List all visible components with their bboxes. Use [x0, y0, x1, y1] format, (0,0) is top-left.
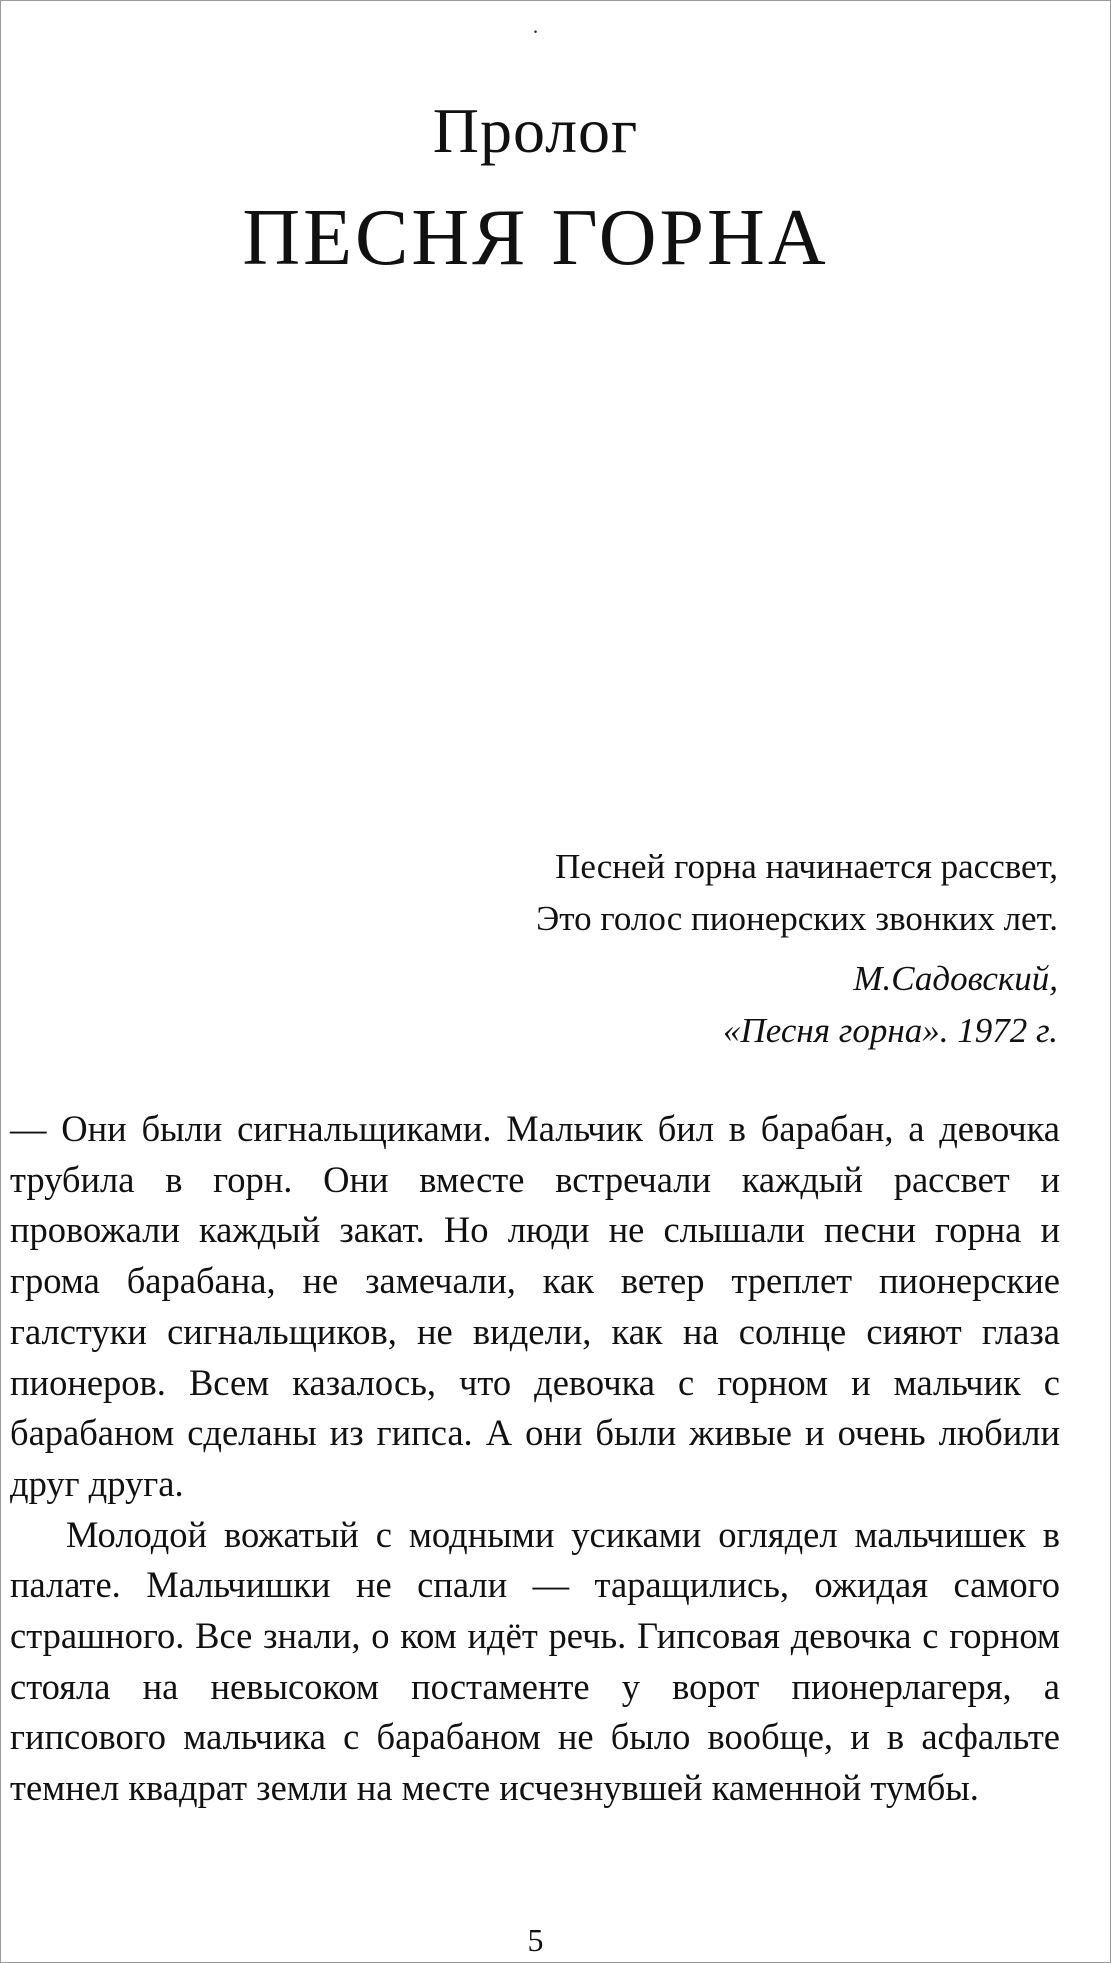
epigraph-author: М.Садовский,: [853, 959, 1058, 998]
paragraph: — Они были сигнальщиками. Мальчик бил в барабан, а девочка трубила в горн. Они вместе встречали каждый рассвет и провожали каждый закат. Но люди не слышали песни горна и грома барабана, не замечали, как ветер треплет пионерские галстуки сигнальщиков, не видели, как на солнце сияют глаза пионеров. Всем казалось, что девочка с горном и мальчик с барабаном сделаны из гипса. А они были живые и очень любили друг друга.: [10, 1108, 1060, 1504]
paragraph: Молодой вожатый с модными усиками оглядел мальчишек в палате. Мальчишки не спали — таращились, ожидая самого страшного. Все знали, о ком идёт речь. Гипсовая девочка с горном стояла на невысоком постаменте у ворот пионерлагеря, а гипсового мальчика с барабаном не было вообще, и в асфальте темнел квадрат земли на месте исчезнувшей каменной тумбы.: [10, 1513, 1060, 1809]
body-text: [10, 1104, 1060, 1814]
epigraph-line: Это голос пионерских звонких лет.: [536, 899, 1058, 938]
epigraph-line: Песней горна начинается рассвет,: [555, 847, 1058, 886]
epigraph: [258, 841, 1058, 1057]
top-mark: .: [532, 13, 539, 38]
epigraph-source: «Песня горна». 1972 г.: [723, 1011, 1058, 1050]
page-number: 5: [527, 1922, 544, 1958]
chapter-title: ПЕСНЯ ГОРНА: [242, 194, 829, 282]
chapter-label: Пролог: [432, 95, 639, 166]
